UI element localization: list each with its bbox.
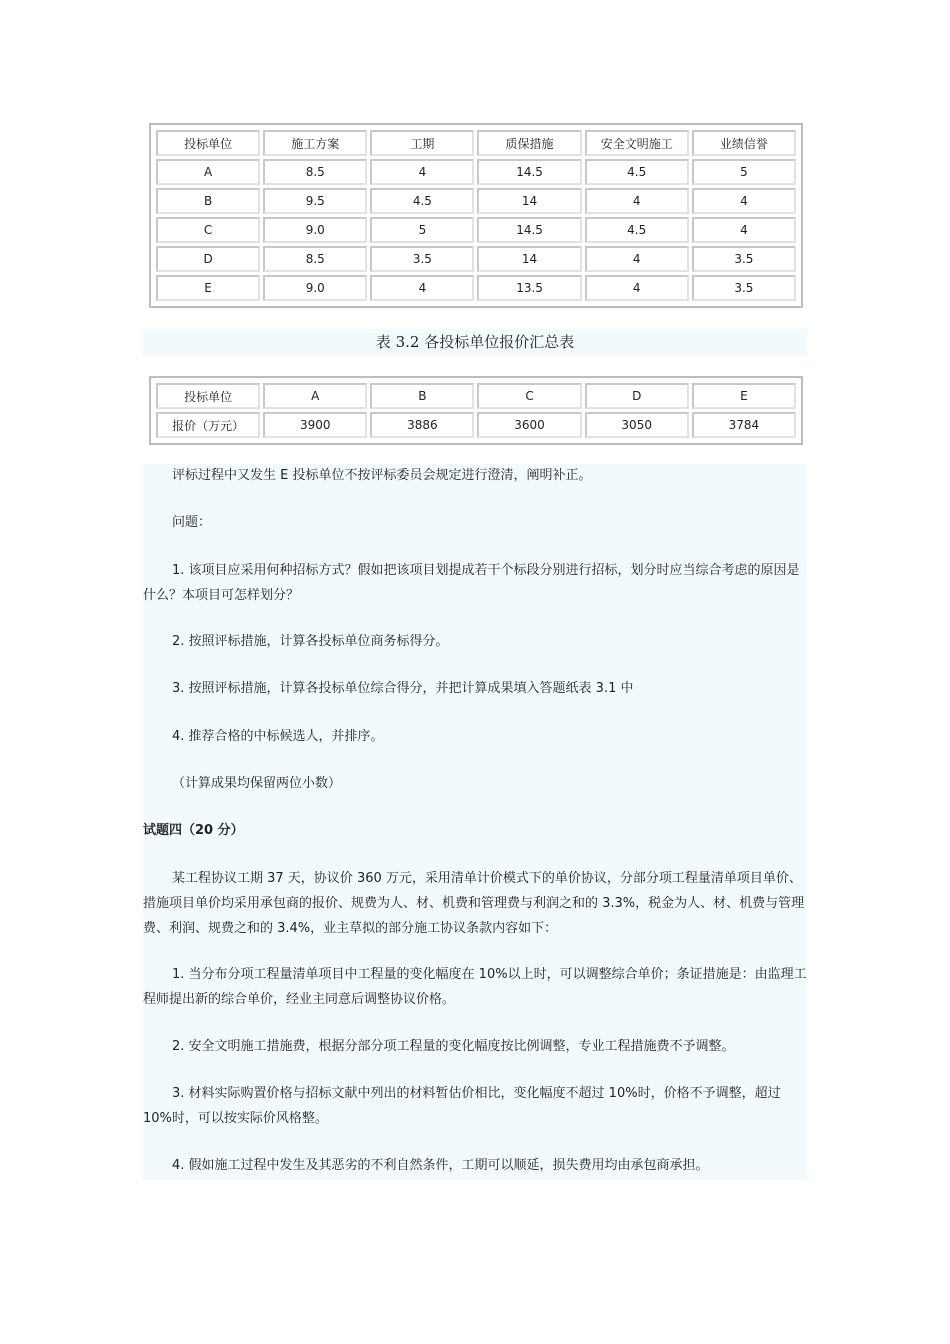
table-cell: 4: [585, 246, 689, 272]
table-cell: 14.5: [477, 217, 581, 243]
paragraph-contract-intro: 某工程协议工期 37 天，协议价 360 万元，采用清单计价模式下的单价协议，分部分项工程量清单项目单价、措施项目单价均采用承包商的报价、规费为人、材、机费和管理费与利润之和的 3.3%，税金为人、材、机费与管理费、利润、规费之和的 3.4%，业主草拟的部分施工协议条款内容如下：: [143, 871, 805, 936]
paragraph-question-4: 4. 推荐合格的中标候选人，并排序。: [172, 729, 384, 744]
table-cell: 4.5: [370, 188, 474, 214]
table-cell: 9.0: [263, 217, 367, 243]
table-cell: 13.5: [477, 275, 581, 301]
header-cell: B: [370, 383, 474, 409]
table-cell: C: [156, 217, 260, 243]
header-cell: C: [477, 383, 581, 409]
table-cell: B: [156, 188, 260, 214]
table-row: [156, 275, 796, 301]
table-row: [156, 217, 796, 243]
table-cell: 3886: [370, 412, 474, 438]
table-cell: 5: [692, 159, 796, 185]
section-heading: 试题四（20 分）: [143, 823, 244, 838]
table-cell: E: [156, 275, 260, 301]
table-row: [156, 246, 796, 272]
table-cell: 4: [370, 275, 474, 301]
table-caption: 表 3.2 各投标单位报价汇总表: [143, 329, 807, 355]
table-cell: 8.5: [263, 246, 367, 272]
paragraph-question-3: 3. 按照评标措施，计算各投标单位综合得分，并把计算成果填入答题纸表 3.1 中: [172, 681, 634, 696]
table-cell: 4.5: [585, 159, 689, 185]
table-cell: 4: [692, 188, 796, 214]
table-cell: 4.5: [585, 217, 689, 243]
table-cell: 3050: [585, 412, 689, 438]
table-cell: 4: [370, 159, 474, 185]
header-cell: D: [585, 383, 689, 409]
table-cell: 14: [477, 246, 581, 272]
table-cell: 3900: [263, 412, 367, 438]
paragraph-clause-1: 1. 当分布分项工程量清单项目中工程量的变化幅度在 10%以上时，可以调整综合单价；条证措施是：由监理工程师提出新的综合单价，经业主同意后调整协议价格。: [143, 967, 807, 1007]
table-cell: 5: [370, 217, 474, 243]
table-cell: 3.5: [692, 246, 796, 272]
table-cell: 8.5: [263, 159, 367, 185]
paragraph-clause-4: 4. 假如施工过程中发生及其恶劣的不利自然条件，工期可以顺延，损失费用均由承包商承担。: [172, 1158, 709, 1173]
table-cell: 4: [585, 188, 689, 214]
table-cell: 9.5: [263, 188, 367, 214]
table-header-row: [156, 383, 796, 409]
table-cell: 9.0: [263, 275, 367, 301]
score-table-grid: [153, 127, 799, 304]
table-cell: D: [156, 246, 260, 272]
header-cell: 施工方案: [263, 130, 367, 156]
paragraph-clarification: 评标过程中又发生 E 投标单位不按评标委员会规定进行澄清，阐明补正。: [172, 468, 592, 483]
table-cell: 3784: [692, 412, 796, 438]
score-table: [149, 123, 803, 308]
table-row: [156, 412, 796, 438]
header-cell: E: [692, 383, 796, 409]
header-cell: 质保措施: [477, 130, 581, 156]
table-cell: 4: [692, 217, 796, 243]
header-cell: 工期: [370, 130, 474, 156]
header-cell: 投标单位: [156, 130, 260, 156]
header-cell: 业绩信誉: [692, 130, 796, 156]
header-cell: 投标单位: [156, 383, 260, 409]
paragraph-rounding-note: （计算成果均保留两位小数）: [172, 776, 342, 791]
paragraph-questions-label: 问题：: [172, 515, 212, 530]
paragraph-clause-3: 3. 材料实际购置价格与招标文献中列出的材料暂估价相比，变化幅度不超过 10%时，价格不予调整，超过 10%时，可以按实际价风格整。: [143, 1086, 781, 1126]
table-cell: 3.5: [692, 275, 796, 301]
bid-summary-table: [149, 376, 803, 445]
bid-summary-grid: [153, 380, 799, 441]
table-header-row: [156, 130, 796, 156]
table-row: [156, 159, 796, 185]
paragraph-clause-2: 2. 安全文明施工措施费，根据分部分项工程量的变化幅度按比例调整，专业工程措施费不予调整。: [172, 1039, 735, 1054]
table-cell: 14: [477, 188, 581, 214]
paragraph-question-1: 1. 该项目应采用何种招标方式？假如把该项目划提成若干个标段分别进行招标，划分时应当综合考虑的原因是什么？本项目可怎样划分？: [143, 563, 800, 603]
table-cell: A: [156, 159, 260, 185]
table-cell: 14.5: [477, 159, 581, 185]
paragraph-question-2: 2. 按照评标措施，计算各投标单位商务标得分。: [172, 634, 449, 649]
table-cell: 3.5: [370, 246, 474, 272]
table-row: [156, 188, 796, 214]
header-cell: A: [263, 383, 367, 409]
table-cell: 报价（万元）: [156, 412, 260, 438]
table-cell: 3600: [477, 412, 581, 438]
header-cell: 安全文明施工: [585, 130, 689, 156]
table-cell: 4: [585, 275, 689, 301]
